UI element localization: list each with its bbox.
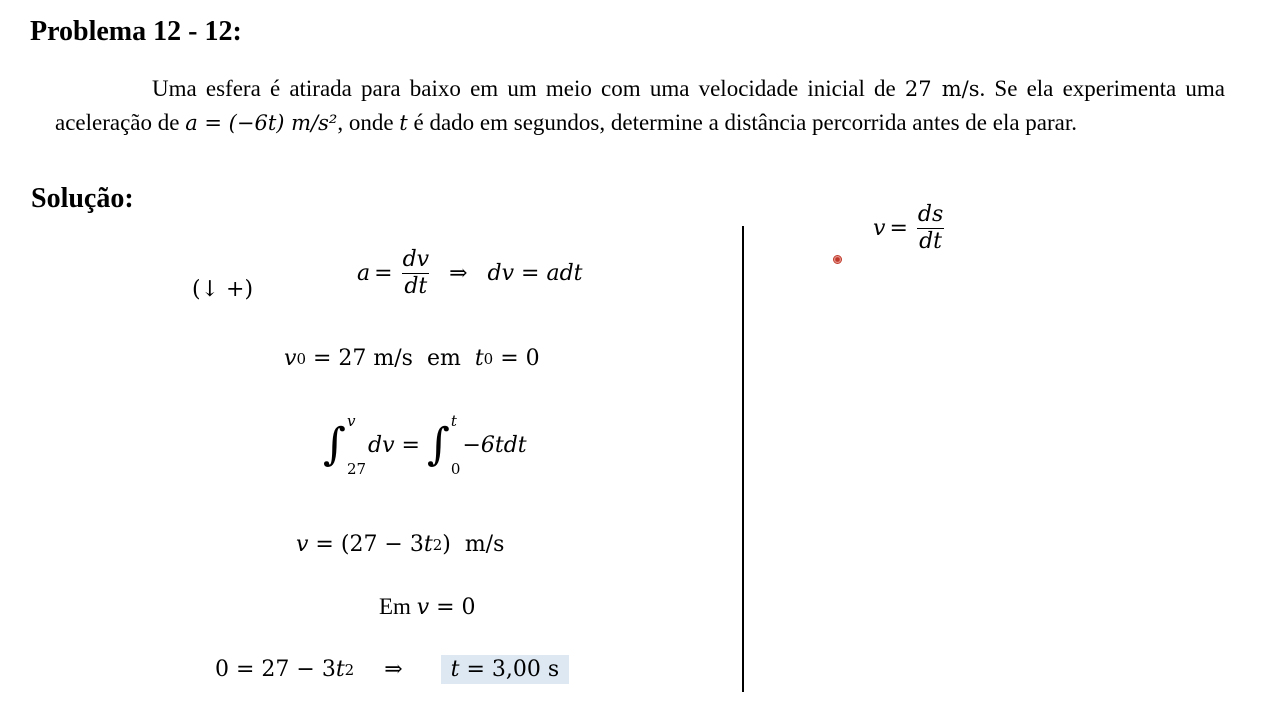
- eq1-implies: ⇒: [449, 261, 468, 286]
- eq4-rhs-post: ) m/s: [442, 532, 505, 557]
- statement-line1-pre: Uma esfera é atirada para baixo em um meio com uma velocidade inicial de: [152, 76, 905, 101]
- eq4-lhs: v: [296, 532, 309, 557]
- pointer-cursor-icon: [833, 255, 842, 264]
- statement-t-symbol: t: [399, 111, 408, 135]
- eq1-equals: =: [374, 261, 393, 286]
- equation-acceleration-definition: [357, 247, 583, 300]
- integral-sign-icon: ∫: [323, 419, 346, 470]
- eq1-rhs: dv = adt: [487, 261, 583, 286]
- r-eq1-denominator: dt: [919, 229, 943, 254]
- eq6-t: t: [335, 657, 345, 682]
- eq3-upper-limit-1: v: [346, 412, 356, 430]
- statement-line1-post: . Se ela experimenta uma aceleração de: [55, 76, 1225, 135]
- eq4-t: t: [423, 532, 433, 557]
- eq3-upper-limit-2: t: [450, 412, 457, 430]
- eq4-exponent: 2: [432, 535, 443, 554]
- eq6-result: = 3,00 s: [459, 657, 560, 682]
- eq5-post: = 0: [429, 594, 476, 620]
- statement-mid: , onde: [337, 110, 400, 135]
- eq6-implies: ⇒: [384, 657, 403, 682]
- eq6-exponent: 2: [344, 660, 355, 679]
- equation-integral: [323, 412, 527, 478]
- eq3-integral-1: [323, 412, 366, 478]
- eq1-fraction: [401, 247, 432, 300]
- statement-accel: a = (−6t) m/s²: [185, 111, 338, 135]
- equation-time-solution: [215, 655, 569, 684]
- eq5-pre: Em: [379, 594, 417, 619]
- eq4-rhs-pre: = (27 − 3: [308, 532, 424, 557]
- r-eq1-numerator: ds: [917, 202, 944, 227]
- statement-end: é dado em segundos, determine a distância percorrida antes de ela parar.: [407, 110, 1078, 135]
- result-highlight: [441, 655, 570, 684]
- equation-velocity-definition: [873, 202, 949, 255]
- eq5-v: v: [416, 594, 430, 620]
- direction-convention: [192, 277, 253, 302]
- r-eq1-equals: =: [889, 216, 908, 241]
- eq2-v-sub: 0: [296, 349, 306, 368]
- eq3-middle: dv =: [368, 432, 427, 458]
- direction-label: (↓ +): [192, 277, 254, 302]
- problem-title: Problema 12 - 12:: [30, 16, 242, 47]
- r-eq1-v: v: [873, 216, 886, 241]
- r-eq1-fraction: [916, 202, 945, 255]
- eq3-integral-2: [427, 412, 460, 478]
- column-divider: [742, 226, 744, 692]
- eq2-t: t: [474, 346, 484, 371]
- eq2-t-sub: 0: [483, 349, 494, 368]
- eq1-denominator: dt: [404, 274, 428, 299]
- eq2-v: v: [284, 346, 297, 371]
- problem-statement: [55, 72, 1225, 140]
- integral-sign-icon: ∫: [426, 419, 450, 470]
- statement-v0: 27 m/s: [904, 77, 980, 101]
- eq2-value: = 27 m/s em: [305, 346, 475, 371]
- equation-velocity: [296, 532, 504, 557]
- equation-stop-condition: [379, 594, 476, 620]
- eq3-lower-limit-2: 0: [450, 460, 461, 478]
- eq1-numerator: dv: [402, 247, 430, 272]
- eq6-result-t: t: [450, 657, 460, 682]
- equation-initial-conditions: [284, 346, 540, 371]
- solution-heading: Solução:: [31, 183, 134, 214]
- eq2-rhs: = 0: [493, 346, 540, 371]
- eq3-lower-limit-1: 27: [346, 460, 367, 478]
- eq1-a: a: [357, 261, 371, 286]
- eq3-rhs: −6tdt: [462, 432, 527, 458]
- eq6-lhs: 0 = 27 − 3: [215, 657, 336, 682]
